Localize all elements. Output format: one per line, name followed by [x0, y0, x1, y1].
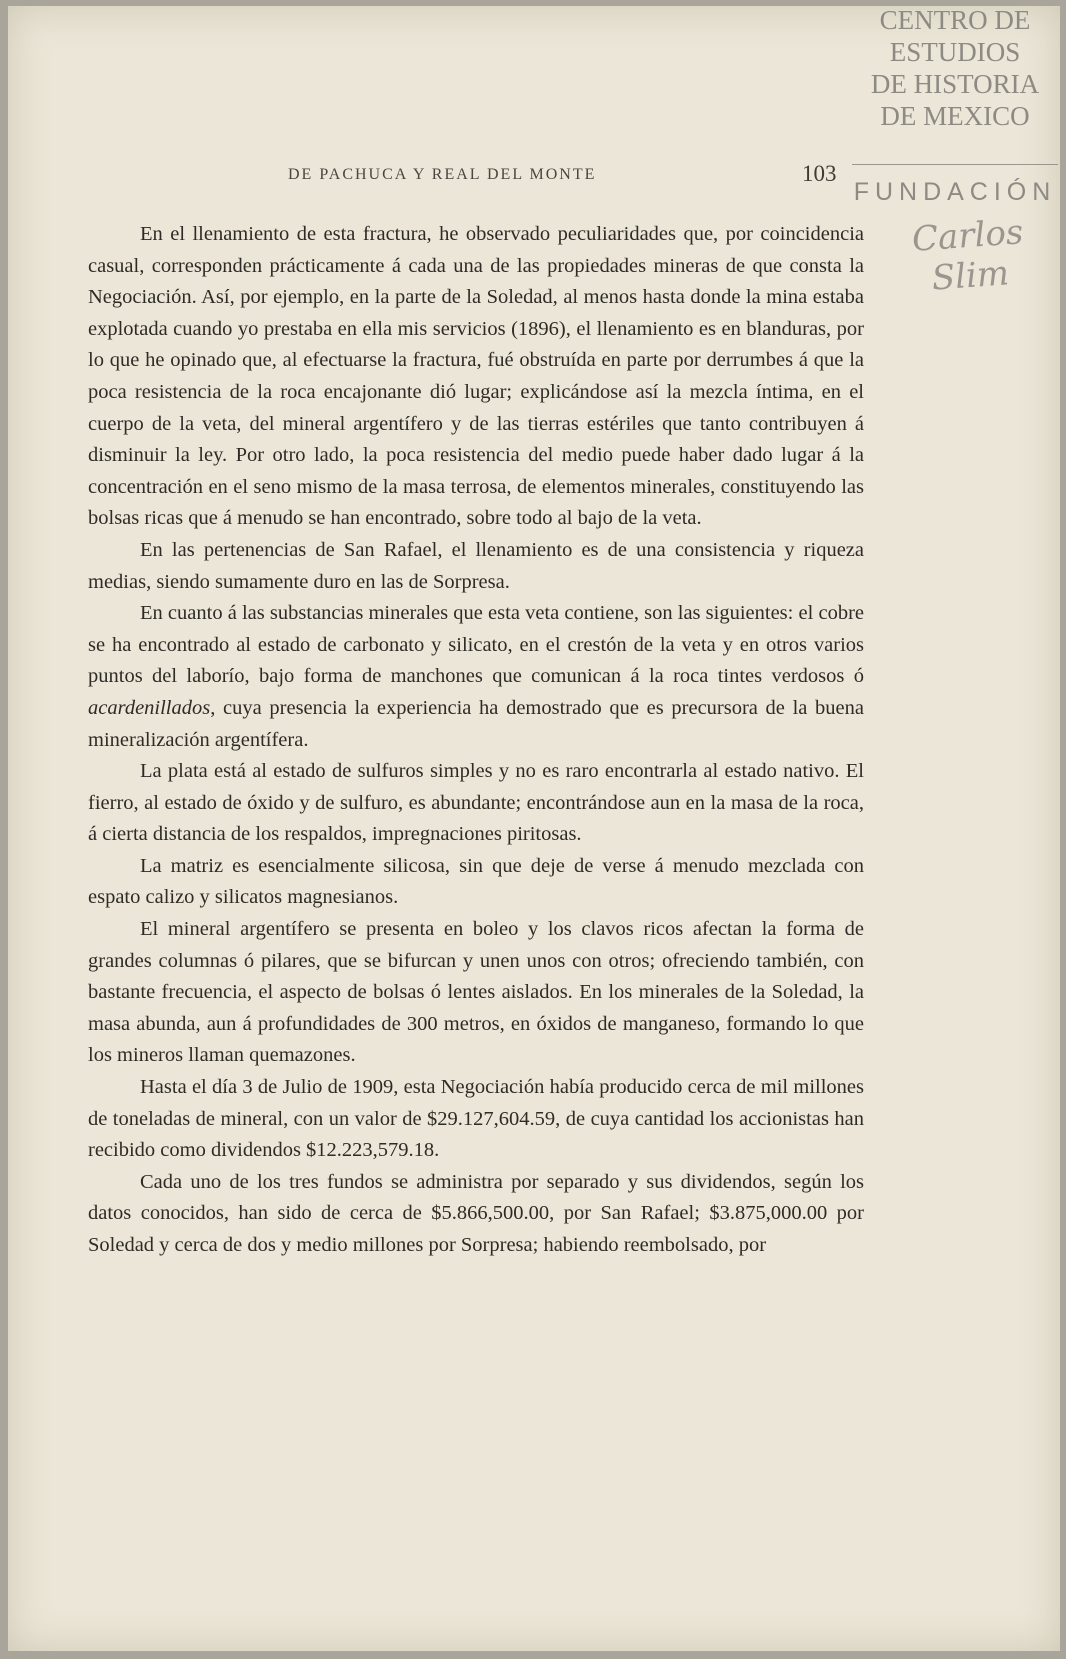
- paragraph-2: En las pertenencias de San Rafael, el llenamiento es de una consistencia y riqueza medias, siendo sumamente duro en las de Sorpresa.: [88, 538, 864, 593]
- paragraph-3-start: En cuanto á las substancias minerales que esta veta contiene, son las siguientes: el cobre se ha encontrado al estado de carbonato y silicato, en el crestón de la veta y en otros varios puntos del laborío, bajo forma de manchones que comunican á la roca tintes verdosos ó: [88, 602, 864, 688]
- body-text: [88, 219, 864, 1262]
- paragraph-1: En el llenamiento de esta fractura, he observado peculiaridades que, por coincidencia casual, corresponden prácticamente á cada una de las propiedades mineras de que consta la Negociación. Así, por ejemplo, en la parte de la Soledad, al menos hasta donde la mina estaba explotada cuando yo prestaba en ella mis servicios (1896), el llenamiento es en blanduras, por lo que he opinado que, al efectuarse la fractura, fué obstruída en parte por derrumbes á que la poca resistencia de la roca encajonante dió lugar; explicándose así la mezcla íntima, en el cuerpo de la veta, del mineral argentífero y de las tierras estériles que tanto contribuyen á disminuir la ley. Por otro lado, la poca resistencia del medio puede haber dado lugar á la concentración en el seno mismo de la masa terrosa, de elementos minerales, constituyendo las bolsas ricas que á menudo se han encontrado, sobre todo al bajo de la veta.: [88, 223, 864, 530]
- paragraph-5: La matriz es esencialmente silicosa, sin que deje de verse á menudo mezclada con espato calizo y silicatos magnesianos.: [88, 854, 864, 909]
- paragraph-6: El mineral argentífero se presenta en boleo y los clavos ricos afectan la forma de grandes columnas ó pilares, que se bifurcan y unen unos con otros; ofreciendo también, con bastante frecuencia, el aspecto de bolsas ó lentes aislados. En los minerales de la Soledad, la masa abunda, aun á profundidades de 300 metros, en óxidos de manganeso, formando lo que los mineros llaman quemazones.: [88, 918, 864, 1067]
- watermark-line-1: CENTRO DE: [879, 5, 1031, 35]
- page-number: 103: [802, 161, 837, 186]
- watermark-line-2: ESTUDIOS: [889, 37, 1021, 67]
- paragraph-3: [88, 598, 864, 756]
- italic-term: acardenillados: [88, 696, 211, 719]
- paragraph-7: Hasta el día 3 de Julio de 1909, esta Negociación había producido cerca de mil millones de toneladas de mineral, con un valor de $29.127,604.59, de cuya cantidad los accionistas han recibido como dividendos $12.223,579.18.: [88, 1076, 864, 1162]
- paragraph-8: Cada uno de los tres fundos se administra por separado y sus dividendos, según los datos conocidos, han sido de cerca de $5.866,500.00, por San Rafael; $3.875,000.00 por Soledad y cerca de dos y medio millones por Sorpresa; habiendo reembolsado, por: [88, 1170, 864, 1256]
- watermark-signature: Carlos Slim: [910, 212, 1025, 299]
- paragraph-4: La plata está al estado de sulfuros simples y no es raro encontrarla al estado nativo. El fierro, al estado de óxido y de sulfuro, es abundante; encontrándose aun en la masa de la roca, á cierta distancia de los respaldos, impregnaciones piritosas.: [88, 760, 864, 846]
- running-title: DE PACHUCA Y REAL DEL MONTE: [288, 166, 597, 183]
- watermark-line-4: DE MEXICO: [880, 101, 1030, 131]
- watermark-line-3: DE HISTORIA: [870, 69, 1040, 99]
- archive-watermark: [852, 4, 1058, 299]
- paragraph-3-end: , cuya presencia la experiencia ha demostrado que es precursora de la buena mineralización argentífera.: [88, 696, 864, 751]
- watermark-divider: [852, 164, 1058, 165]
- watermark-foundation: FUNDACIÓN: [853, 178, 1057, 206]
